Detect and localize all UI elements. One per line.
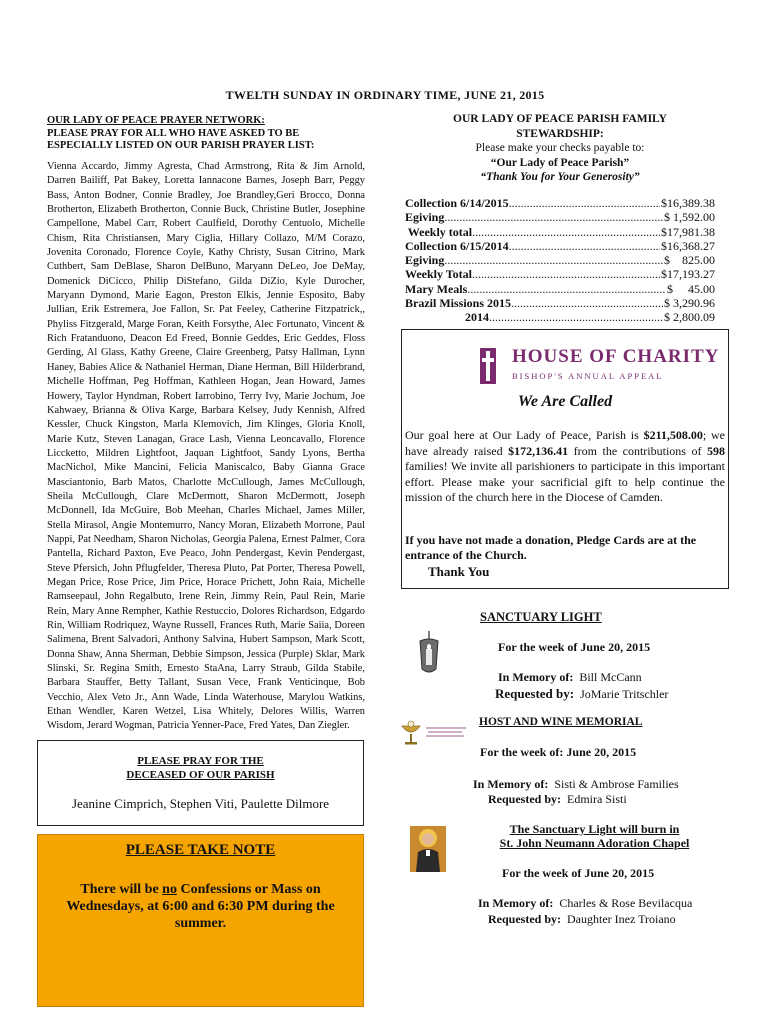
take-note-body [38, 881, 363, 932]
deceased-names: Jeanine Cimprich, Stephen Viti, Paulette Dilmore [71, 796, 330, 811]
take-note-title: PLEASE TAKE NOTE [125, 842, 276, 858]
host-wine-title: HOST AND WINE MEMORIAL [479, 716, 643, 728]
deceased-box [37, 740, 364, 826]
goal-text: ; we have already raised [405, 428, 725, 458]
row-value: $16,389.38 [661, 196, 715, 210]
take-note-body-pre: There will be [80, 882, 163, 897]
we-are-called-tagline: We Are Called [517, 393, 613, 410]
collection-row [405, 253, 715, 267]
pledge-cards-note: If you have not made a donation, Pledge Cards are at the entrance of the Church. [405, 533, 697, 562]
memory-label: In Memory of: [478, 896, 554, 910]
collection-row [405, 196, 715, 210]
row-label: Brazil Missions 2015 [405, 296, 512, 311]
take-note-body-no: no [162, 882, 177, 897]
adoration-chapel-title [482, 822, 707, 850]
stewardship-title-2: STEWARDSHIP: [516, 127, 604, 140]
sanctuary-light-requested [495, 686, 668, 702]
prayer-network-heading [47, 115, 365, 153]
deceased-title-line2: DECEASED OF OUR PARISH [126, 769, 275, 781]
host-wine-week: For the week of: June 20, 2015 [480, 745, 637, 759]
requested-value: JoMarie Tritschler [580, 687, 669, 701]
row-label: Collection 6/14/2015 [405, 196, 509, 210]
row-value: $ 2,800.09 [664, 310, 715, 325]
row-label: Mary Meals [405, 281, 468, 296]
thank-you-text: Thank You [428, 564, 490, 579]
goal-text: Our goal here at Our Lady of Peace, Parish is [405, 428, 644, 442]
memory-label: In Memory of: [473, 777, 549, 791]
page-title: TWELTH SUNDAY IN ORDINARY TIME, JUNE 21, 2015 [225, 88, 545, 102]
adoration-week: For the week of June 20, 2015 [502, 866, 655, 880]
collection-row [405, 282, 715, 296]
take-note-box [37, 834, 364, 1007]
bishops-annual-appeal-text: BISHOP'S ANNUAL APPEAL [512, 371, 664, 381]
house-of-charity-emblem-icon [480, 348, 496, 384]
memory-label: In Memory of: [498, 670, 574, 684]
requested-label: Requested by: [495, 686, 575, 701]
stewardship-thanks: “Thank You for Your Generosity” [480, 171, 640, 183]
row-value: $16,368.27 [661, 238, 715, 253]
row-label: Egiving [405, 253, 445, 268]
requested-value: Edmira Sisti [567, 792, 627, 806]
host-wine-requested [488, 792, 627, 807]
sanctuary-lamp-icon [414, 631, 444, 677]
adoration-memory [478, 896, 692, 911]
chalice-icon [400, 720, 470, 750]
sanctuary-light-week: For the week of June 20, 2015 [498, 640, 651, 654]
goal-text: from the contributions of [568, 443, 707, 458]
row-value: $ 825.00 [664, 253, 715, 268]
saint-portrait-icon [410, 826, 446, 872]
row-label: 2014 [405, 310, 489, 325]
deceased-title-line1: PLEASE PRAY FOR THE [137, 755, 264, 767]
row-label: Weekly total [405, 224, 473, 239]
requested-label: Requested by: [488, 912, 562, 926]
host-wine-memory [473, 777, 679, 792]
appeal-goal-paragraph [405, 428, 725, 506]
row-value: $ 3,290.96 [664, 296, 715, 311]
stewardship-checks-line: Please make your checks payable to: [475, 142, 645, 154]
row-value: $17,981.38 [661, 224, 715, 239]
requested-label: Requested by: [488, 792, 562, 806]
collection-row [405, 210, 715, 224]
collection-row [405, 267, 715, 281]
row-value: $17,193.27 [661, 267, 715, 282]
requested-value: Daughter Inez Troiano [567, 912, 676, 926]
adoration-requested [488, 912, 676, 927]
row-label: Weekly Total [405, 267, 473, 282]
stewardship-header [405, 112, 715, 185]
row-label: Collection 6/15/2014 [405, 238, 509, 253]
prayer-network-subtitle: PLEASE PRAY FOR ALL WHO HAVE ASKED TO BE ESPECIALLY LISTED ON OUR PARISH PRAYER LIST: [47, 127, 315, 151]
stewardship-payee: “Our Lady of Peace Parish” [490, 156, 630, 169]
families-count: 598 [707, 443, 725, 458]
memory-value: Bill McCann [579, 670, 642, 684]
collection-row [405, 296, 715, 310]
goal-amount: $211,508.00 [643, 428, 703, 442]
collection-row [405, 225, 715, 239]
adoration-title-line1: The Sanctuary Light will burn in [509, 822, 680, 836]
row-label: Egiving [405, 210, 445, 225]
prayer-list-names: Vienna Accardo, Jimmy Agresta, Chad Armstrong, Rita & Jim Arnold, Darren Bailiff, Pat Bakey, Loretta Iannacone Barnes, Joseph Barr, Peggy Bass, Anton Bodner, Connie Bradley, Joe Brandley,Geri Brocco, Donna Brotherton, Elizabeth Brotherton, Connie Buck, Christine Butler, Josephine Campellone, Mabel Carr, Robert Caulfield, Dorothy Centuolo, Michelle Chism, Rita Christiansen, Mary Ciglia, Hillary Collazo, M/M Corazo, Jovenita Coronado, Florence Coyle, Kathy Christy, Susan Citrino, Mark Cuthbert, Sam DeBlase, Sharon DelBuno, Maryann DeLeo, Joe DeMay, Domenick DiCicco, Philip DiStefano, Gilda DiZio, Kyle Durocher, Maryann Dymond, Marie Eagon, Preston Elkis, Jennie Esposito, Baby Jullian, Erik Estremera, Joe Fallon, Sr. Pat Feeley, Catherine Fitzpatrick,, Phyliss Fitzgerald, Marge Foran, Keith Forsythe, Alec Fortunato, Vincent & Rich Fratanduono, Deacon Ed Freed, Bonnie Geddes, Eric Geddes, Floss Gerding, Al Glass, Kathy Greene, Claire Greenberg, Patsy Hallman, Lynn Haney, Babies Alice & Nathaniel Herman, Diane Herman, Bill Hilderbrand, Michelle Hoffman, Peg Hoffman, Kathleen Hogan, Jean Howard, James Howery, Taylor Hyndman, Robert Iarrobino, Terry Ivy, Marie Jochum, Joe Kahwaey, Brianna & Oliva Karge, Barbara Kelsey, Judy Kennish, Alfred Kessler, Chuck Kingston, Marla Klemovich, Jim Klinges, Gloria Knoll, Marie Kutz, Steven Lanagan, Grace Lash, Vienna Leoncavallo, Florence Liccketto, Mildren Lightfoot, Jaquan Lightfoot, Sandy Lyons, Bertha MacNichol, Mike Mancini, Felicia Maniscalco, Baby Gianna Grace Masciantonio, Barb Matos, Charlotte McCullough, James McCullough, Sheila McCullough, Clare McDermott, Sharon McDermott, Joseph McDonnell, Ida McGuire, Bob Meehan, Charles Michael, James Miller, Stella Mirasol, Angie Montemurro, Nancy Moran, Elizabeth Morrone, Paul Nappi, Pat Needham, Sharon Nicholas, Georgia Palena, Ernest Palmer, Cora Pantella, Richard Paxton, Eve Peaco, John Pendergast, Kevin Pendergast, Steve Pfersich, John Pflugfelder, Theresa Pluto, Pat Porter, Theresa Powell, Megan Price, Rose Price, Jim Price, Horace Prichett, John Raia, Michelle Ramseepaul, John Regalbuto, Irene Rein, Jimmy Rein, Paul Rein, Marie Rein, Mary Anne Rempher, Kathie Restuccio, Dolores Richardson, Edgardo Rin, William Rodriquez, Wayne Russell, Frances Ruth, Marie Saiia, Doreen Salimena, Brent Salvadori, Anthony Salvina, Hubert Sampson, Mark Scott, Donna Shaw, Anna Sherman, Debbie Simpson, Jessica (Purple) Sklar, Mark Slinski, Sr. Regina Smith, Ernesto StaAna, Larry Straub, Gilda Stabile, Barbara Stauffer, Betty Tallant, Susan Vece, Frank Venticinque, Bob Vecchio, Alex Veto Jr., Ann Wade, Linda Waterhouse, Marylou Watkins, Ethan Wendler, Karen Wetzel, Lisa Whitely, Delores Willis, Warren Wisdom, Jerard Wogman, Patricia Yenner-Pace, Fred Yates, Dan Ziegler. [47, 161, 365, 732]
collection-row [405, 239, 715, 253]
deceased-title [38, 754, 363, 782]
adoration-title-line2: St. John Neumann Adoration Chapel [499, 836, 690, 850]
sanctuary-light-title: SANCTUARY LIGHT [480, 610, 602, 624]
goal-text: families! We invite all parishioners to participate in this important effort. Please make your sacrificial gift to help continue the mission of the church here in the Diocese of Camden. [405, 459, 725, 504]
collection-row [405, 310, 715, 324]
memory-value: Charles & Rose Bevilacqua [559, 896, 693, 910]
raised-amount: $172,136.41 [508, 443, 569, 458]
take-note-body-post: Confessions or Mass on Wednesdays, at 6:00 and 6:30 PM during the summer. [66, 882, 335, 931]
memory-value: Sisti & Ambrose Families [554, 777, 679, 791]
stewardship-title-1: OUR LADY OF PEACE PARISH FAMILY [453, 113, 667, 125]
sanctuary-light-memory [498, 670, 642, 685]
prayer-network-title: OUR LADY OF PEACE PRAYER NETWORK: [47, 115, 265, 126]
row-value: $ 1,592.00 [664, 210, 715, 225]
row-value: $ 45.00 [667, 281, 715, 296]
collection-table [405, 196, 715, 325]
house-of-charity-logo-text: HOUSE OF CHARITY [512, 346, 720, 367]
house-of-charity-box [401, 329, 729, 589]
